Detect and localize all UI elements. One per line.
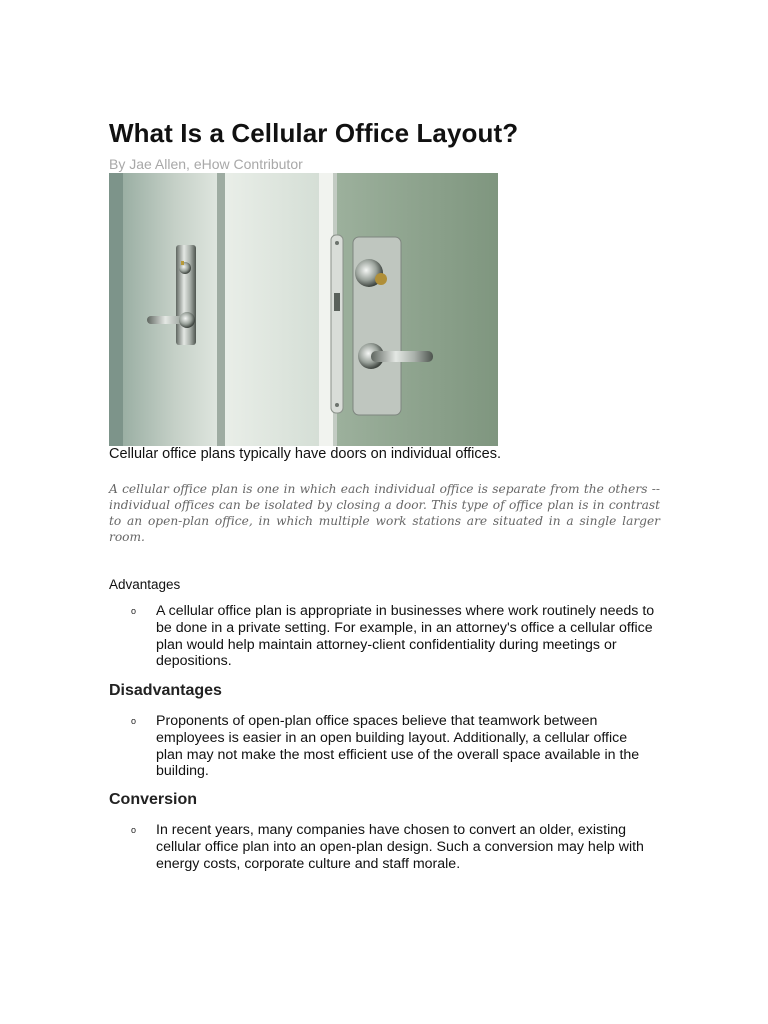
conversion-list-item <box>109 822 660 872</box>
article-title: What Is a Cellular Office Layout? <box>109 118 519 148</box>
disadvantages-list-item <box>109 713 660 780</box>
door-handles-image <box>109 173 498 446</box>
disadvantages-heading: Disadvantages <box>109 682 222 699</box>
conversion-heading: Conversion <box>109 791 198 808</box>
intro-paragraph: A cellular office plan is one in which each individual office is separate from the others -- individual offices can be isolated by closing a door. This type of office plan is in contrast to an open-plan office, in which multiple work stations are situated in a single larger room. <box>109 482 660 544</box>
advantages-text: A cellular office plan is appropriate in businesses where work routinely needs to be done in a private setting. For example, in an attorney's office a cellular office plan would help maintain attorney-client confidentiality during meetings or depositions. <box>156 603 655 670</box>
bullet-marker: o <box>131 716 137 726</box>
bullet-marker: o <box>131 825 137 835</box>
disadvantages-text: Proponents of open-plan office spaces believe that teamwork between employees is easier in an open building layout. Additionally, a cellular office plan may not make the most efficient use of the overall space available in the building. <box>156 713 640 780</box>
bullet-marker: o <box>131 606 137 616</box>
office-door-photo <box>109 173 498 446</box>
conversion-text: In recent years, many companies have chosen to convert an older, existing cellular office plan into an open-plan design. Such a conversion may help with energy costs, corporate culture and staff morale. <box>156 822 644 872</box>
advantages-list-item <box>109 603 660 670</box>
image-caption: Cellular office plans typically have doors on individual offices. <box>109 446 501 462</box>
article-byline: By Jae Allen, eHow Contributor <box>109 156 303 172</box>
advantages-heading: Advantages <box>109 577 181 592</box>
